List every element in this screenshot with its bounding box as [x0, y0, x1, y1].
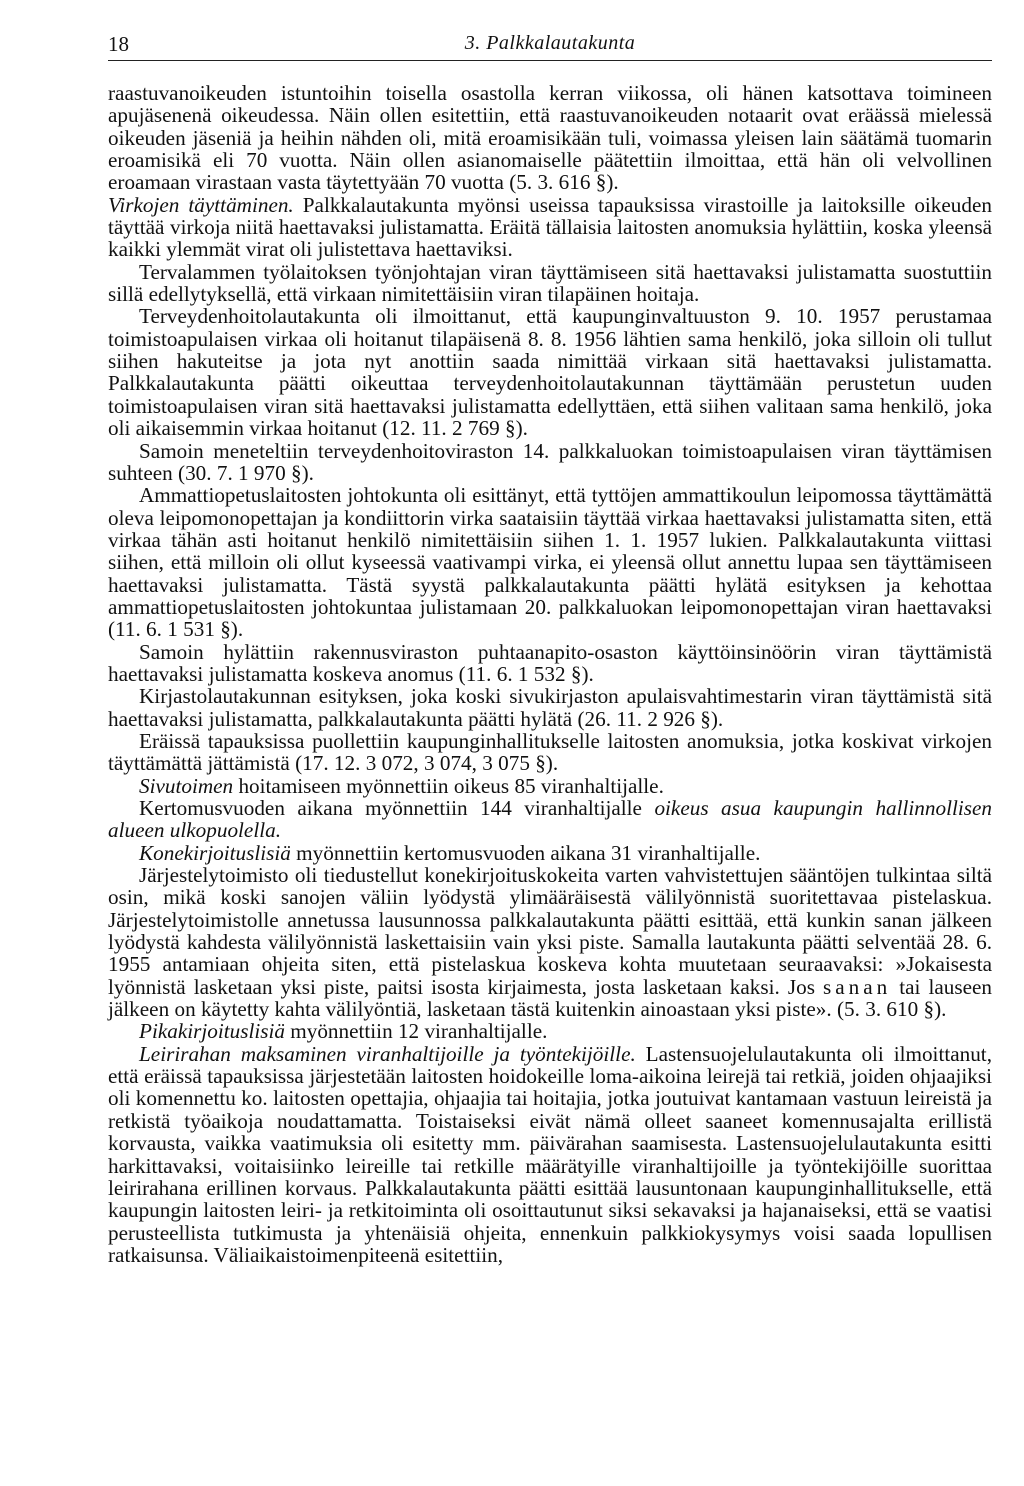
running-head-title — [108, 32, 992, 55]
paragraph-text: raastuvanoikeuden istuntoihin toisella osastolla kerran viikossa, oli hänen katsottava toimineen apujäsenenä oikeudessa. Näin ollen esitettiin, että raastuvanoikeuden notaarit ovat eräässä mielessä oikeuden jäseniä ja heihin nähden oli, mitä eroamisikään tuli, voimassa yleisen lain säätämä tuomarin eroamisikä eli 70 vuotta. Näin ollen asianomaiselle päätettiin ilmoittaa, että hän oli velvollinen eroamaan virastaan vasta täytettyään 70 vuotta (5. 3. 616 §). — [108, 81, 992, 195]
chapter-number: 3. — [464, 32, 481, 54]
paragraph — [108, 440, 992, 485]
paragraph-text: myönnettiin kertomusvuoden aikana 31 viranhaltijalle. — [290, 840, 761, 865]
italic-heading: Virkojen täyttäminen. — [108, 192, 294, 217]
paragraph-text: Palkkalautakunta myönsi useissa tapauksissa virastoille ja laitoksille oikeuden täyttää virkoja niitä haettavaksi julistamatta. Eräitä tällaisia laitosten anomuksia hylättiin, koska yleensä kaikki ylemmät virat oli julistettava haettaviksi. — [108, 192, 992, 262]
running-header — [108, 30, 992, 61]
paragraph — [108, 730, 992, 775]
italic-heading: Pikakirjoituslisiä — [139, 1019, 285, 1044]
page-number: 18 — [108, 32, 129, 56]
paragraph — [108, 685, 992, 730]
paragraph — [108, 842, 992, 864]
paragraph — [108, 82, 992, 194]
paragraph-text: Järjestelytoimisto oli tiedustellut konekirjoituskokeita varten vahvistettujen sääntöjen tulkintaa siltä osin, mikä koski sanojen väliin lyödystä ylimääräisestä välilyönnistä suoritettavaa pistelaskua. Järjestelytoimistolle annetussa lausunnossa palkkalautakunta päätti esittää, että kunkin sanan jälkeen lyödystä kahdesta välilyönnistä laskettaisiin vain yksi piste. Samalla lautakunta päätti selventää 28. 6. 1955 antamiaan ohjeita siten, että pistelaskua koskeva kohta muutetaan seuraavaksi: »Jokaisesta lyönnistä lasketaan yksi piste, paitsi isosta kirjaimesta, josta lasketaan kaksi. Jos — [108, 863, 992, 999]
paragraph-text: Lastensuojelulautakunta oli ilmoittanut, että eräissä tapauksissa järjestetään laitosten hoidokeille loma-aikoina leirejä tai retkiä, joiden ohjaajiksi oli komennettu ko. laitosten opettajia, ohjaajia tai hoitajia, jotka joutuivat kantamaan vastuun leireistä ja retkistä työaikoja noudattamatta. Toistaiseksi eivät nämä olleet saaneet komennusajalta erillistä korvausta, vaikka vaatimuksia oli esitetty mm. päivärahan saamisesta. Lastensuojelulautakunta esitti harkittavaksi, voitaisiinko leireille tai retkille määrätyille viranhaltijoille ja työntekijöille suorittaa leirirahana erillinen korvaus. Palkkalautakunta päätti esittää lausuntonaan kaupunginhallitukselle, että kaupungin laitosten leiri- ja retkitoiminta oli osoittautunut siksi sekavaksi ja hajanaiseksi, että se vaatisi perusteellista tutkimusta ja yhtenäisiä ohjeita, ennenkuin palkkiokysymys voisi saada lopullisen ratkaisunsa. Väliaikaistoimenpiteenä esitettiin, — [108, 1041, 992, 1267]
paragraph — [108, 194, 992, 261]
italic-phrase: oikeus asua kaupungin hallinnollisen alueen ulkopuolella. — [108, 796, 992, 843]
italic-heading: Sivutoimen — [139, 773, 234, 798]
italic-heading: Konekirjoituslisiä — [139, 840, 291, 865]
paragraph-text: Terveydenhoitolautakunta oli ilmoittanut, että kaupunginvaltuuston 9. 10. 1957 perustamaa toimistoapulaisen virkaa oli hoitanut tilapäisenä 8. 8. 1956 lähtien sama henkilö, joka silloin oli tullut siihen hakuteitse ja jota nyt anottiin saada nimittää virkaan sitä haettavaksi julistamatta. Palkkalautakunta päätti oikeuttaa terveydenhoitolautakunnan täyttämään perustetun uuden toimistoapulaisen viran sitä haettavaksi julistamatta edellyttäen, että siihen valitaan sama henkilö, joka oli aikaisemmin virkaa hoitanut (12. 11. 2 769 §). — [108, 304, 992, 441]
paragraph-text: Samoin hylättiin rakennusviraston puhtaanapito-osaston käyttöinsinöörin viran täyttämistä haettavaksi julistamatta koskeva anomus (11. 6. 1 532 §). — [108, 639, 992, 686]
paragraph-text: Kertomusvuoden aikana myönnettiin 144 viranhaltijalle — [139, 796, 655, 820]
paragraph — [108, 261, 992, 306]
paragraph-text: Samoin meneteltiin terveydenhoitoviraston 14. palkkaluokan toimistoapulaisen viran täyttämisen suhteen (30. 7. 1 970 §). — [108, 438, 992, 485]
paragraph — [108, 775, 992, 797]
paragraph-text: tai lauseen jälkeen on käytetty kahta välilyöntiä, lasketaan tästä kuitenkin ainoastaan yksi piste». (5. 3. 610 §). — [108, 974, 992, 1022]
italic-heading: Leirirahan maksaminen viranhaltijoille ja työntekijöille. — [139, 1041, 636, 1066]
spaced-word: sanan — [822, 974, 892, 999]
paragraph-text: Kirjastolautakunnan esityksen, joka koski sivukirjaston apulaisvahtimestarin viran täyttämistä sitä haettavaksi julistamatta, palkkalautakunta päätti hylätä (26. 11. 2 926 §). — [108, 684, 992, 731]
paragraph — [108, 864, 992, 1020]
paragraph-text: Tervalammen työlaitoksen työnjohtajan viran täyttämiseen sitä haettavaksi julistamatta suostuttiin sillä edellytyksellä, että virkaan nimitettäisiin viran tilapäinen hoitaja. — [108, 259, 992, 307]
paragraph — [108, 1020, 992, 1042]
paragraph — [108, 305, 992, 439]
paragraph — [108, 641, 992, 686]
body-text — [108, 82, 992, 1266]
paragraph-text: Ammattiopetuslaitosten johtokunta oli esittänyt, että tyttöjen ammattikoulun leipomossa täyttämättä oleva leipomonopettajan ja kondiittorin virka saataisiin täyttää virkaa haettavaksi julistamatta siten, että virkaa tähän asti hoitanut henkilö nimitettäisiin siihen 1. 1. 1957 lukien. Palkkalautakunta viittasi siihen, että milloin oli ollut kyseessä vaativampi virka, ei yleensä ollut annettu lupaa sen täyttämiseen haettavaksi julistamatta. Tästä syystä palkkalautakunta päätti hylätä esityksen ja kehottaa ammattiopetuslaitosten johtokuntaa julistamaan 20. palkkaluokan leipomonopettajan viran haettavaksi (11. 6. 1 531 §). — [108, 483, 992, 642]
paragraph-text: Eräissä tapauksissa puollettiin kaupunginhallitukselle laitosten anomuksia, jotka koskivat virkojen täyttämättä jättämistä (17. 12. 3 072, 3 074, 3 075 §). — [108, 728, 992, 776]
paragraph — [108, 797, 992, 842]
chapter-title: Palkkalautakunta — [486, 32, 636, 54]
paragraph — [108, 484, 992, 640]
paragraph — [108, 1043, 992, 1266]
paragraph-text: myönnettiin 12 viranhaltijalle. — [284, 1019, 548, 1044]
paragraph-text: hoitamiseen myönnettiin oikeus 85 viranhaltijalle. — [233, 773, 664, 798]
